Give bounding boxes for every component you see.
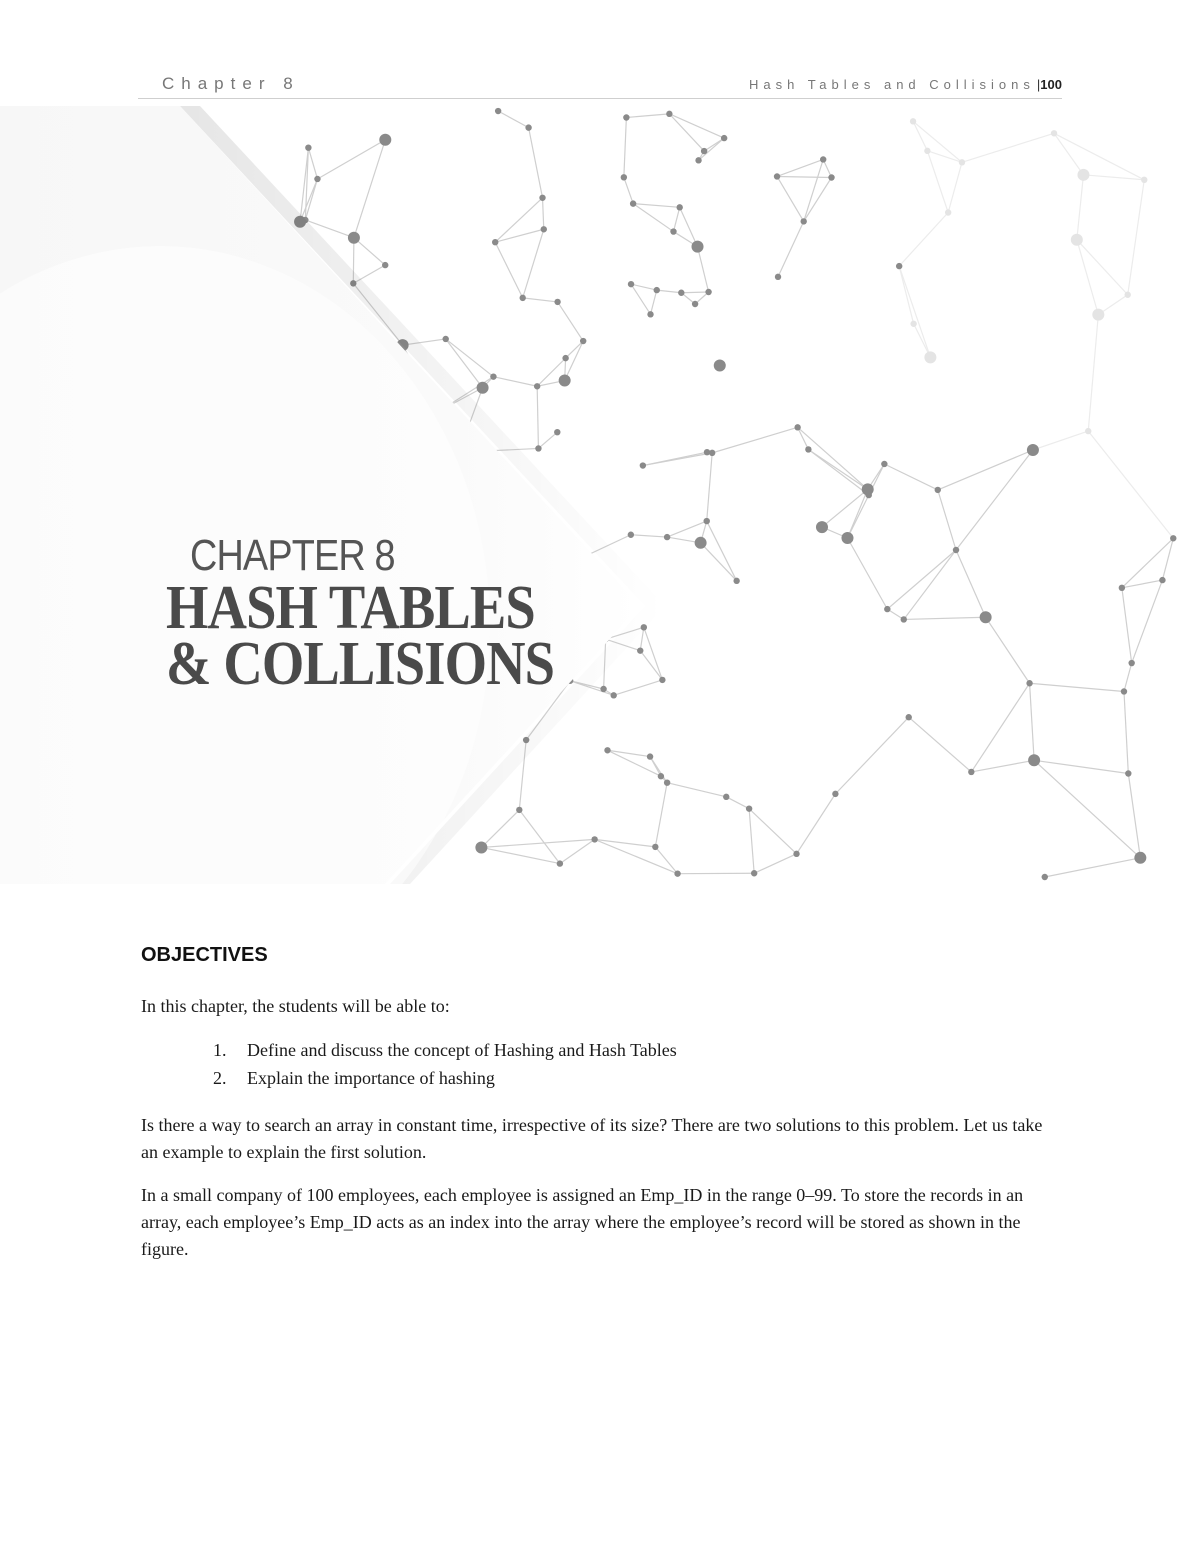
network-node (664, 534, 670, 540)
intro-paragraph: In this chapter, the students will be able to: (141, 996, 450, 1016)
network-node (1125, 770, 1131, 776)
network-node (793, 851, 799, 857)
network-edge (481, 847, 559, 863)
list-item-text: Define and discuss the concept of Hashing and Hash Tables (247, 1040, 677, 1060)
network-node (664, 779, 670, 785)
network-node (935, 487, 941, 493)
network-edge (655, 783, 667, 847)
network-edge (804, 159, 823, 221)
network-edge (927, 151, 962, 163)
network-node (832, 791, 838, 797)
network-node (1170, 535, 1176, 541)
network-edge (887, 550, 956, 609)
network-node (884, 606, 890, 612)
network-node (659, 677, 665, 683)
network-node (1159, 577, 1165, 583)
network-node (382, 262, 388, 268)
network-edge (948, 162, 962, 212)
header-title-text: Hash Tables and Collisions (749, 77, 1035, 92)
network-edge (777, 159, 823, 176)
network-node (305, 144, 311, 150)
chapter-title-line-1: HASH TABLES (166, 574, 535, 642)
network-node (775, 274, 781, 280)
network-edge (667, 521, 707, 537)
network-edge (1128, 180, 1145, 295)
network-node (640, 462, 646, 468)
network-edge (643, 452, 707, 465)
network-node (559, 375, 571, 387)
network-node (647, 753, 653, 759)
network-node (695, 157, 701, 163)
network-edge (633, 204, 680, 208)
running-header (138, 74, 1062, 99)
network-edge (529, 128, 543, 198)
chapter-label: CHAPTER 8 (190, 531, 395, 580)
page-number: 100 (1040, 77, 1062, 92)
network-node (580, 338, 586, 344)
network-edge (640, 651, 662, 680)
network-edge (698, 247, 709, 292)
network-edge (1033, 431, 1088, 450)
network-edge (681, 292, 708, 293)
network-node (1027, 444, 1039, 456)
network-node (1028, 754, 1040, 766)
network-edge (1077, 175, 1084, 240)
network-node (704, 518, 710, 524)
network-node (611, 692, 617, 698)
network-edge (481, 839, 594, 847)
network-node (562, 355, 568, 361)
network-node (1077, 169, 1089, 181)
network-node (314, 176, 320, 182)
network-edge (669, 114, 704, 151)
network-node (604, 747, 610, 753)
network-node (828, 174, 834, 180)
network-edge (778, 221, 804, 276)
network-edge (1124, 691, 1128, 773)
network-node (1092, 309, 1104, 321)
network-edge (543, 198, 544, 229)
network-node (801, 218, 807, 224)
network-node (1071, 234, 1083, 246)
network-node (654, 287, 660, 293)
network-node (968, 769, 974, 775)
network-edge (1034, 760, 1140, 858)
network-node (348, 232, 360, 244)
chapter-title-line-2: & COLLISIONS (166, 630, 555, 698)
network-edge (749, 809, 796, 854)
network-node (980, 611, 992, 623)
network-node (723, 794, 729, 800)
network-edge (986, 617, 1030, 683)
network-edge (624, 118, 627, 178)
list-item (141, 1036, 1061, 1064)
network-edge (481, 810, 519, 848)
network-node (630, 200, 636, 206)
network-edge (614, 680, 663, 695)
network-edge (657, 290, 682, 293)
network-edge (566, 341, 584, 358)
network-edge (519, 810, 560, 864)
network-node (525, 124, 531, 130)
network-node (695, 537, 707, 549)
network-edge (777, 176, 804, 221)
network-graphic (0, 106, 1200, 884)
network-edge (1054, 133, 1083, 175)
network-edge (523, 298, 558, 302)
network-node (692, 301, 698, 307)
network-node (733, 578, 739, 584)
list-item-number: 2. (213, 1068, 227, 1088)
network-edge (956, 550, 986, 617)
network-edge (1088, 315, 1098, 431)
network-edge (1124, 663, 1132, 691)
network-node (678, 290, 684, 296)
network-node (535, 445, 541, 451)
network-edge (913, 121, 962, 162)
network-edge (904, 550, 956, 619)
network-node (495, 108, 501, 114)
network-edge (624, 177, 633, 203)
network-node (945, 209, 951, 215)
network-node (959, 159, 965, 165)
network-node (1125, 292, 1131, 298)
network-node (1026, 680, 1032, 686)
network-node (881, 461, 887, 467)
network-edge (1122, 588, 1132, 663)
network-node (652, 844, 658, 850)
list-item (141, 1064, 1061, 1092)
network-node (554, 299, 560, 305)
network-node (539, 195, 545, 201)
network-edge (633, 204, 673, 232)
network-node (591, 836, 597, 842)
network-node (676, 204, 682, 210)
network-edge (938, 450, 1033, 490)
network-edge (808, 449, 868, 495)
network-edge (1088, 431, 1173, 538)
network-node (1085, 428, 1091, 434)
network-edge (1030, 683, 1124, 691)
list-item-text: Explain the importance of hashing (247, 1068, 495, 1088)
network-edge (956, 450, 1033, 550)
network-edge (712, 427, 797, 453)
header-section-title (749, 77, 1062, 92)
network-edge (626, 114, 669, 118)
network-edge (1034, 760, 1128, 773)
network-edge (938, 490, 956, 550)
list-item-number: 1. (213, 1040, 227, 1060)
network-edge (667, 783, 726, 797)
network-node (1119, 585, 1125, 591)
network-node (628, 281, 634, 287)
network-node (910, 321, 916, 327)
network-node (475, 841, 487, 853)
chapter-banner (0, 106, 1200, 884)
network-node (637, 647, 643, 653)
network-edge (749, 809, 754, 874)
network-node (910, 118, 916, 124)
network-edge (354, 238, 385, 265)
network-edge (1045, 858, 1141, 877)
network-edge (1054, 133, 1144, 180)
network-node (701, 148, 707, 154)
network-node (490, 373, 496, 379)
network-node (554, 429, 560, 435)
network-edge (797, 794, 836, 854)
network-edge (707, 453, 712, 521)
network-edge (899, 266, 913, 324)
header-separator: | (1036, 77, 1041, 92)
network-edge (1162, 538, 1173, 580)
network-edge (847, 538, 887, 609)
network-node (1042, 874, 1048, 880)
network-edge (899, 266, 930, 357)
network-edge (701, 543, 737, 581)
network-edge (798, 427, 809, 449)
network-edge (909, 717, 972, 772)
network-edge (899, 213, 948, 267)
network-edge (498, 111, 528, 128)
network-node (621, 174, 627, 180)
network-node (705, 289, 711, 295)
network-edge (835, 717, 908, 794)
network-edge (971, 760, 1034, 772)
network-edge (804, 177, 832, 221)
network-node (751, 870, 757, 876)
body-paragraph-1: Is there a way to search an array in constant time, irrespective of its size? There are two solutions to this problem. Let us take an example to explain the first solution. (141, 1115, 1043, 1162)
network-node (670, 228, 676, 234)
network-node (816, 521, 828, 533)
network-node (492, 239, 498, 245)
network-edge (798, 427, 868, 489)
network-node (477, 382, 489, 394)
network-node (906, 714, 912, 720)
network-edge (493, 377, 537, 387)
network-edge (308, 148, 317, 179)
network-node (820, 156, 826, 162)
network-edge (754, 854, 796, 873)
network-node (896, 263, 902, 269)
network-node (628, 532, 634, 538)
objectives-heading: OBJECTIVES (141, 944, 268, 966)
network-node (721, 135, 727, 141)
network-edge (847, 489, 867, 538)
network-edge (631, 535, 667, 537)
header-chapter-label: Chapter 8 (162, 74, 300, 93)
network-edge (1128, 774, 1140, 858)
network-edge (822, 489, 868, 527)
network-node (658, 773, 664, 779)
network-node (1134, 852, 1146, 864)
network-node (746, 805, 752, 811)
network-edge (904, 617, 986, 619)
network-edge (1030, 683, 1035, 760)
network-edge (707, 521, 737, 581)
network-node (953, 547, 959, 553)
network-edge (560, 839, 595, 863)
network-node (841, 532, 853, 544)
network-node (794, 424, 800, 430)
network-edge (558, 302, 584, 341)
network-edge (537, 386, 538, 448)
network-node (520, 295, 526, 301)
network-edge (354, 140, 385, 238)
network-node (1141, 177, 1147, 183)
network-node (862, 483, 874, 495)
network-node (1128, 660, 1134, 666)
network-node (516, 807, 522, 813)
chapter-title-block (166, 531, 607, 698)
network-node (714, 360, 726, 372)
network-edge (631, 284, 650, 314)
network-node (623, 114, 629, 120)
network-edge (538, 432, 557, 448)
network-node (666, 111, 672, 117)
network-edge (726, 797, 749, 809)
network-edge (644, 627, 663, 680)
network-edge (673, 207, 679, 231)
network-edge (650, 757, 667, 783)
objectives-list (141, 1036, 1061, 1092)
network-node (1121, 688, 1127, 694)
network-edge (565, 341, 584, 381)
network-node (924, 351, 936, 363)
network-node (379, 134, 391, 146)
network-edge (971, 683, 1029, 772)
network-node (692, 241, 704, 253)
network-edge (962, 133, 1054, 162)
body-paragraph-2: In a small company of 100 employees, each employee is assigned an Emp_ID in the range 0–99. To store the records in an array, each employee’s Emp_ID acts as an index into the array where the employee’s record will be stored as shown in the figure. (141, 1185, 1024, 1259)
network-edge (669, 114, 724, 138)
network-node (924, 148, 930, 154)
network-edge (777, 176, 831, 177)
network-edge (927, 151, 948, 213)
network-node (541, 226, 547, 232)
network-edge (651, 290, 657, 314)
network-node (805, 446, 811, 452)
network-edge (884, 464, 937, 490)
network-edge (1132, 580, 1163, 663)
network-node (443, 336, 449, 342)
network-node (1051, 130, 1057, 136)
network-node (704, 449, 710, 455)
network-node (674, 870, 680, 876)
network-node (647, 311, 653, 317)
network-edge (913, 121, 927, 150)
network-node (557, 860, 563, 866)
network-node (534, 383, 540, 389)
network-edge (495, 242, 523, 298)
body-content (141, 944, 1061, 1279)
network-node (774, 173, 780, 179)
network-node (901, 616, 907, 622)
network-edge (523, 229, 544, 298)
